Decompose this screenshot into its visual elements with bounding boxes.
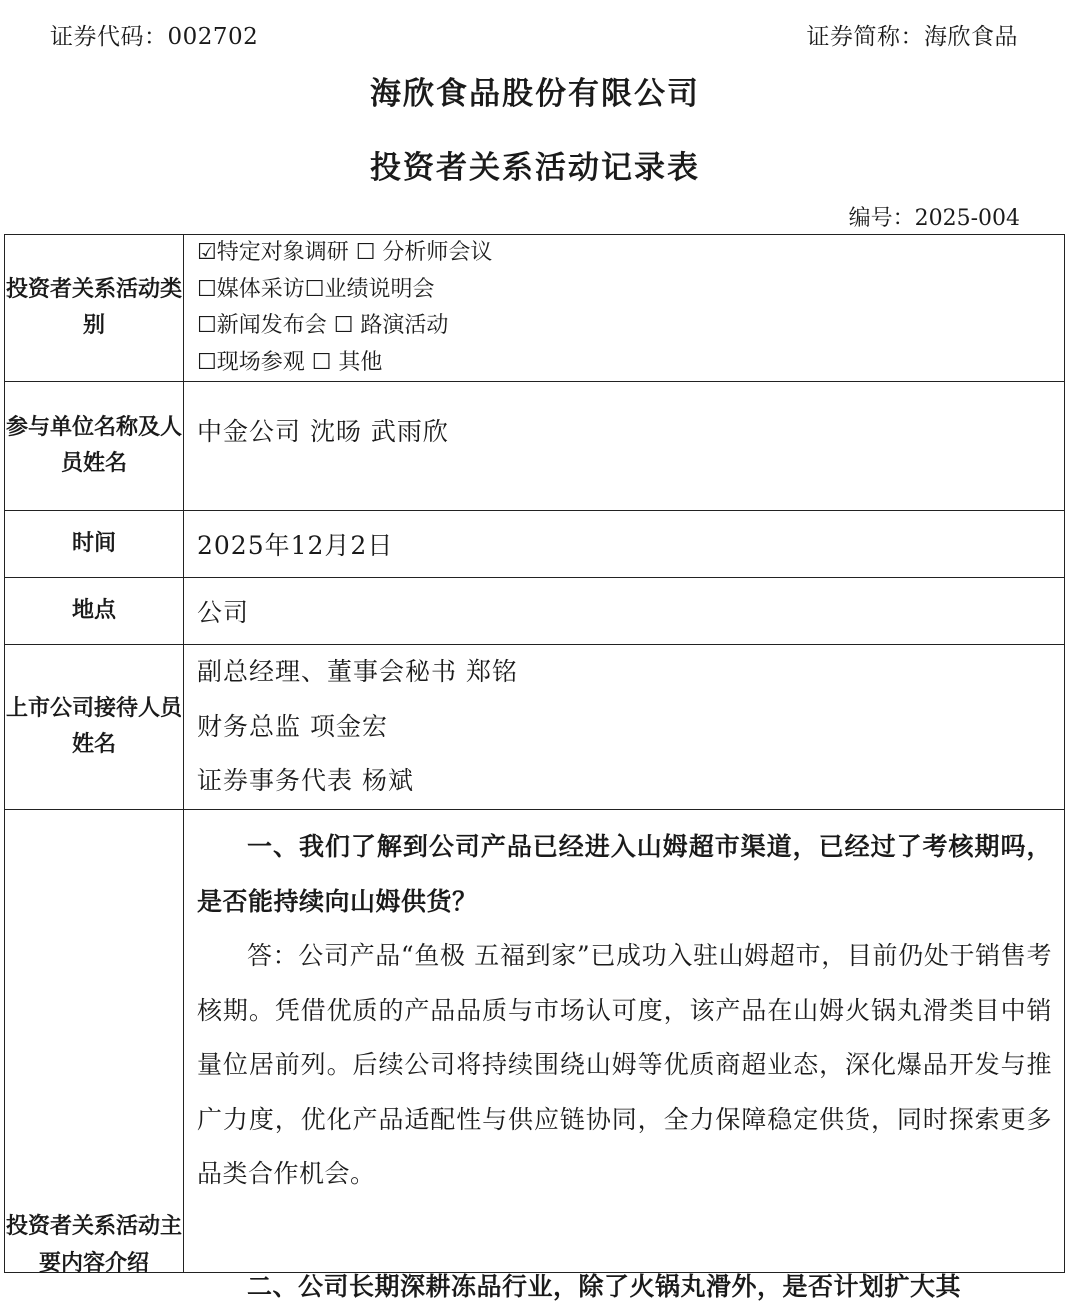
row-location (5, 578, 1065, 645)
category-label (5, 235, 184, 382)
row-time (5, 511, 1065, 578)
category-line: ☐现场参观 ☐ 其他 (197, 345, 1064, 382)
content-label (5, 810, 184, 1273)
location-value (184, 578, 1065, 645)
time-label (5, 511, 184, 578)
record-table (4, 234, 1065, 1273)
content-body (184, 810, 1065, 1273)
paragraph-spacer (197, 1202, 1052, 1260)
participants-text: 中金公司 沈旸 武雨欣 (197, 417, 449, 446)
category-line: ☐新闻发布会 ☐ 路演活动 (197, 308, 1064, 345)
stock-code: 证券代码：002702 (50, 18, 258, 51)
category-options (184, 235, 1065, 382)
content-label-text: 投资者关系活动主要内容介绍 (5, 1208, 183, 1282)
reception-label (5, 645, 184, 810)
reception-label-text: 上市公司接待人员姓名 (6, 696, 182, 757)
location-label (5, 578, 184, 645)
reception-person: 副总经理、董事会秘书 郑铭 (197, 645, 1064, 700)
row-content (5, 810, 1065, 1273)
question-1: 一、我们了解到公司产品已经进入山姆超市渠道，已经过了考核期吗，是否能持续向山姆供货？ (197, 820, 1052, 929)
company-title: 海欣食品股份有限公司 (0, 68, 1070, 113)
participants-label (5, 382, 184, 511)
category-line: ☐媒体采访☐业绩说明会 (197, 272, 1064, 309)
question-2: 二、公司长期深耕冻品行业，除了火锅丸滑外，是否计划扩大其 (197, 1260, 1052, 1314)
document-number: 编号：2025-004 (849, 201, 1020, 232)
row-reception (5, 645, 1065, 810)
reception-person: 财务总监 项金宏 (197, 700, 1064, 755)
document-title: 投资者关系活动记录表 (0, 142, 1070, 187)
participants-label-text: 参与单位名称及人员姓名 (6, 415, 182, 476)
answer-1: 答：公司产品“鱼极 五福到家”已成功入驻山姆超市，目前仍处于销售考核期。凭借优质的产品品质与市场认可度，该产品在山姆火锅丸滑类目中销量位居前列。后续公司将持续围绕山姆等优质商超业态，深化爆品开发与推广力度，优化产品适配性与供应链协同，全力保障稳定供货，同时探索更多品类合作机会。 (197, 929, 1052, 1202)
time-label-text: 时间 (72, 531, 116, 556)
participants-value (184, 382, 1065, 511)
time-text: 2025年12月2日 (197, 531, 393, 560)
location-text: 公司 (197, 598, 249, 627)
reception-value (184, 645, 1065, 810)
category-line: ☑特定对象调研 ☐ 分析师会议 (197, 235, 1064, 272)
row-participants (5, 382, 1065, 511)
time-value (184, 511, 1065, 578)
location-label-text: 地点 (72, 598, 116, 623)
content-wrapper (197, 810, 1052, 1272)
row-category (5, 235, 1065, 382)
stock-abbreviation: 证券简称：海欣食品 (807, 18, 1019, 51)
reception-person: 证券事务代表 杨斌 (197, 754, 1064, 809)
category-label-text: 投资者关系活动类别 (6, 277, 182, 338)
